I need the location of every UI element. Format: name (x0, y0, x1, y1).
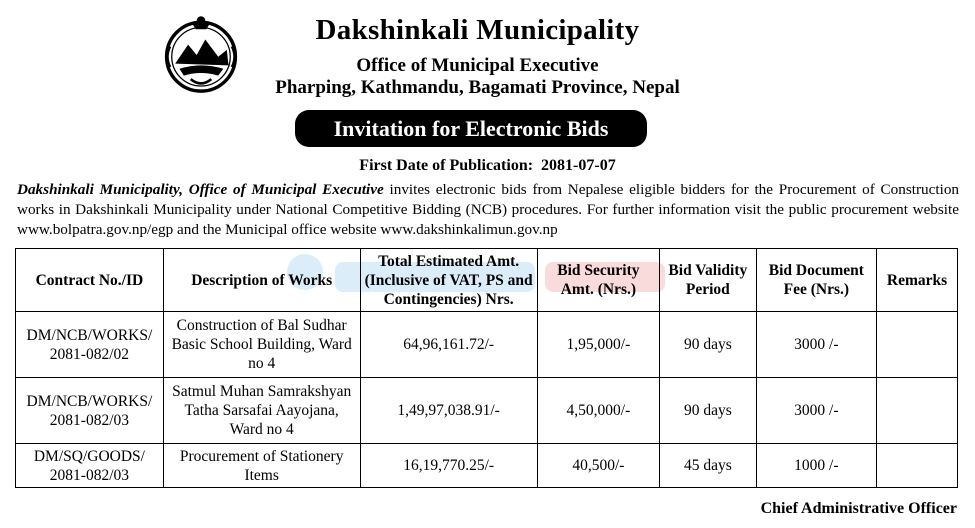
bid-security: 1,95,000/- (537, 312, 659, 378)
intro-bold: Dakshinkali Municipality, Office of Municipal Executive (17, 181, 384, 198)
intro-paragraph (17, 180, 959, 240)
remarks (877, 312, 958, 378)
col-security: Bid Security Amt. (Nrs.) (537, 249, 659, 312)
intro-text: invites electronic bids from Nepalese eligible bidders for the Procurement of Construction works in Dakshinkali Municipality under National Competitive Bidding (NCB) procedures. For further information visit the public procurement website www.bolpatra.gov.np/egp and the Municipal office website www.dakshinkalimun.gov.np (17, 181, 960, 238)
notice-banner: Invitation for Electronic Bids (295, 110, 647, 147)
publication-label: First Date of Publication: (359, 157, 534, 174)
office-address: Pharping, Kathmandu, Bagamati Province, Nepal (275, 77, 680, 98)
bids-table (15, 248, 958, 488)
estimated-amount: 64,96,161.72/- (360, 312, 537, 378)
document-fee: 3000 /- (756, 312, 876, 378)
estimated-amount: 1,49,97,038.91/- (360, 378, 537, 444)
bid-validity: 90 days (660, 378, 757, 444)
contract-id: DM/NCB/WORKS/ 2081-082/03 (16, 378, 164, 444)
remarks (877, 444, 958, 488)
work-description: Procurement of Stationery Items (163, 444, 360, 488)
office-name: Office of Municipal Executive (356, 55, 599, 76)
estimated-amount: 16,19,770.25/- (360, 444, 537, 488)
work-description: Construction of Bal Sudhar Basic School Building, Ward no 4 (163, 312, 360, 378)
contract-id: DM/SQ/GOODS/ 2081-082/03 (16, 444, 164, 488)
col-remarks: Remarks (877, 249, 958, 312)
work-description: Satmul Muhan Samrakshyan Tatha Sarsafai Aayojana, Ward no 4 (163, 378, 360, 444)
bid-security: 40,500/- (537, 444, 659, 488)
col-validity: Bid Validity Period (660, 249, 757, 312)
table-row (16, 312, 958, 378)
document-fee: 3000 /- (756, 378, 876, 444)
bid-security: 4,50,000/- (537, 378, 659, 444)
table-row (16, 378, 958, 444)
document-fee: 1000 /- (756, 444, 876, 488)
col-fee: Bid Document Fee (Nrs.) (756, 249, 876, 312)
col-contract: Contract No./ID (16, 249, 164, 312)
col-estimate: Total Estimated Amt. (Inclusive of VAT, PS and Contingencies) Nrs. (360, 249, 537, 312)
publication-date: 2081-07-07 (541, 157, 616, 174)
signatory: Chief Administrative Officer (760, 500, 957, 517)
publication-date-line (0, 157, 975, 175)
table-header-row (16, 249, 958, 312)
municipality-title: Dakshinkali Municipality (315, 14, 640, 46)
remarks (877, 378, 958, 444)
table-row (16, 444, 958, 488)
col-description: Description of Works (163, 249, 360, 312)
bid-validity: 90 days (660, 312, 757, 378)
bid-validity: 45 days (660, 444, 757, 488)
contract-id: DM/NCB/WORKS/ 2081-082/02 (16, 312, 164, 378)
